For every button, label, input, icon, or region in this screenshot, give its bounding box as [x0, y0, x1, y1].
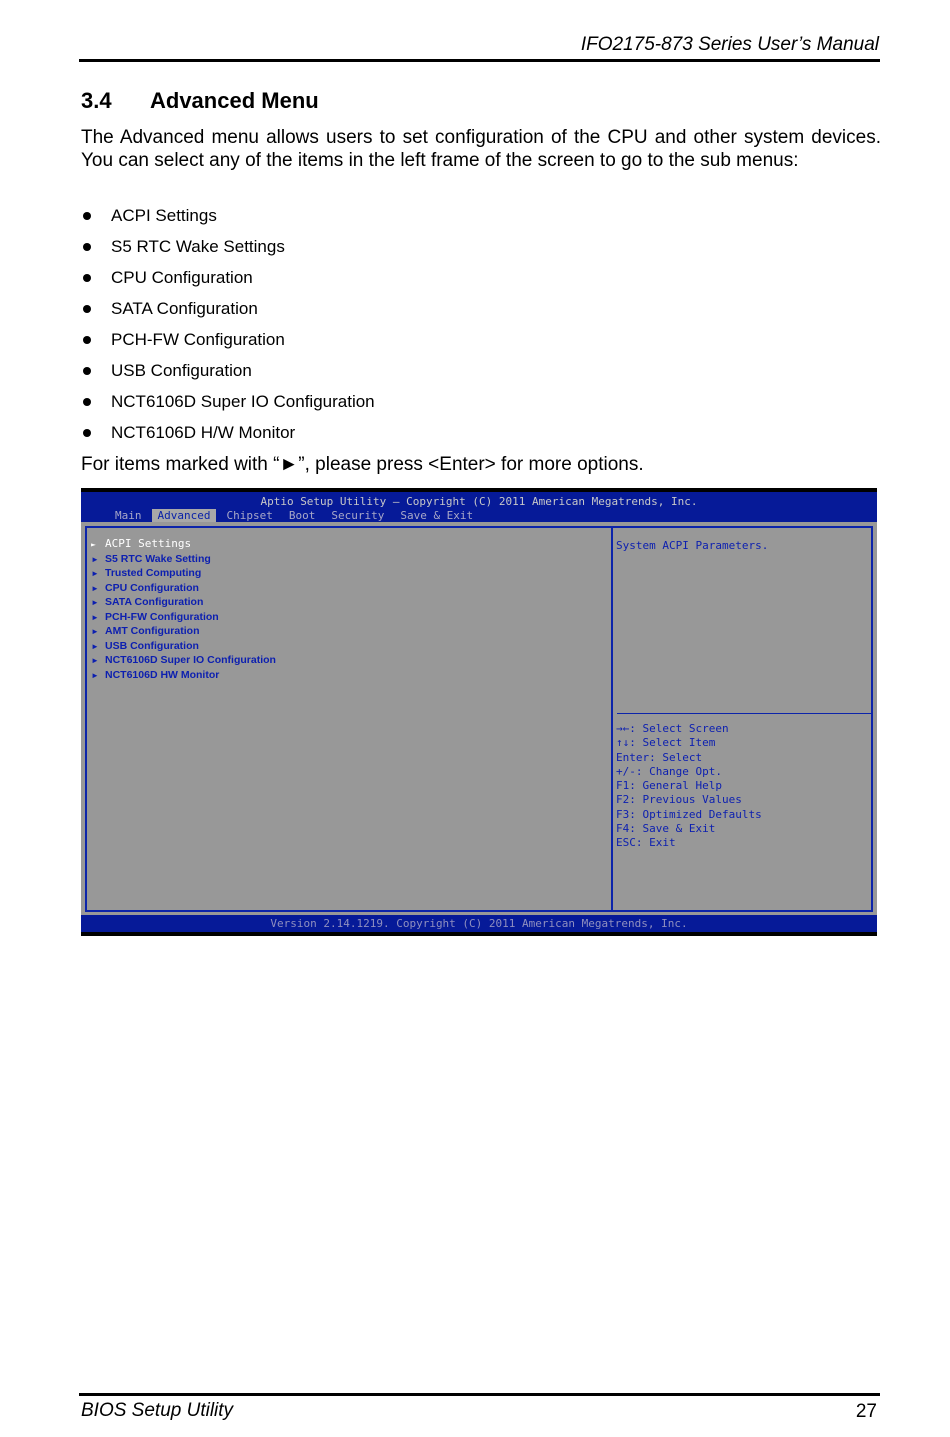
- tab-save-exit[interactable]: Save & Exit: [400, 509, 474, 522]
- bios-menu-item-sata-configuration[interactable]: ► SATA Configuration: [91, 595, 276, 610]
- bios-menu-item-cpu-configuration[interactable]: ► CPU Configuration: [91, 581, 276, 596]
- footer-chapter: BIOS Setup Utility: [81, 1400, 234, 1421]
- footer-rule: [79, 1393, 880, 1396]
- bullet-icon: [83, 367, 91, 375]
- list-item: PCH-FW Configuration: [81, 324, 375, 355]
- bios-menu-item-pch-fw-configuration[interactable]: ► PCH-FW Configuration: [91, 610, 276, 625]
- tab-advanced[interactable]: Advanced: [152, 509, 217, 522]
- submenu-arrow-icon: ►: [91, 540, 96, 549]
- page-number: 27: [855, 1401, 877, 1422]
- key-hint: ↑↓: Select Item: [616, 736, 716, 750]
- bios-menu-item-usb-configuration[interactable]: ► USB Configuration: [91, 639, 276, 654]
- list-item: NCT6106D H/W Monitor: [81, 417, 375, 448]
- bios-help-description: System ACPI Parameters.: [616, 539, 769, 552]
- bios-menu-item-amt-configuration[interactable]: ► AMT Configuration: [91, 624, 276, 639]
- tab-security[interactable]: Security: [331, 509, 385, 522]
- submenu-arrow-icon: ►: [91, 670, 99, 680]
- bullet-icon: [83, 429, 91, 437]
- section-heading: [81, 88, 319, 114]
- section-title: Advanced Menu: [150, 88, 319, 113]
- section-number: 3.4: [81, 88, 112, 113]
- submenu-arrow-icon: ►: [91, 598, 99, 607]
- intro-paragraph: The Advanced menu allows users to set configuration of the CPU and other system devices. You can select any of the items in the left frame of the screen to go to the sub menus:: [81, 127, 881, 171]
- bios-pane-divider: [611, 528, 613, 910]
- bullet-icon: [83, 336, 91, 344]
- key-hint: ESC: Exit: [616, 836, 676, 850]
- submenu-arrow-icon: ►: [91, 641, 99, 651]
- list-item: CPU Configuration: [81, 262, 375, 293]
- submenu-arrow-icon: ►: [91, 627, 99, 636]
- list-item: S5 RTC Wake Settings: [81, 231, 375, 262]
- manual-title: IFO2175-873 Series User’s Manual: [580, 34, 879, 55]
- bullet-icon: [83, 243, 91, 251]
- bullet-icon: [83, 274, 91, 282]
- bios-menu-item-super-io[interactable]: ► NCT6106D Super IO Configuration: [91, 653, 276, 668]
- bios-screenshot: [81, 488, 877, 936]
- list-item: USB Configuration: [81, 355, 375, 386]
- submenu-arrow-icon: ►: [91, 569, 99, 578]
- tab-boot[interactable]: Boot: [288, 509, 316, 522]
- bullet-icon: [83, 398, 91, 406]
- list-item: NCT6106D Super IO Configuration: [81, 386, 375, 417]
- key-hint: Enter: Select: [616, 750, 703, 764]
- key-hint: F2: Previous Values: [616, 793, 742, 807]
- list-item: ACPI Settings: [81, 200, 375, 231]
- tab-chipset[interactable]: Chipset: [226, 509, 273, 522]
- bios-menu-item-acpi-settings[interactable]: ► ACPI Settings: [91, 537, 276, 552]
- bios-key-legend: [616, 722, 762, 851]
- submenu-arrow-icon: ►: [91, 612, 99, 622]
- bios-help-separator: [617, 713, 871, 714]
- key-hint: →←: Select Screen: [616, 722, 729, 735]
- bios-frame: [85, 526, 873, 912]
- bullet-icon: [83, 212, 91, 220]
- submenu-arrow-icon: ►: [91, 656, 99, 665]
- bios-version-bar: Version 2.14.1219. Copyright (C) 2011 American Megatrends, Inc.: [81, 915, 877, 932]
- enter-note: For items marked with “►”, please press <Enter> for more options.: [81, 454, 644, 475]
- submenu-list: [81, 200, 375, 448]
- bios-body: [81, 522, 877, 915]
- key-hint: F4: Save & Exit: [616, 822, 716, 836]
- submenu-arrow-icon: ►: [91, 554, 99, 564]
- bios-menu-item-hw-monitor[interactable]: ► NCT6106D HW Monitor: [91, 668, 276, 683]
- bios-header: [81, 492, 877, 522]
- key-hint: F1: General Help: [616, 779, 722, 793]
- bios-menu-item-trusted-computing[interactable]: ► Trusted Computing: [91, 566, 276, 581]
- key-hint: +/-: Change Opt.: [616, 764, 722, 778]
- submenu-arrow-icon: ►: [91, 583, 99, 593]
- bios-title: Aptio Setup Utility – Copyright (C) 2011 American Megatrends, Inc.: [260, 495, 698, 508]
- bios-menu-list: [91, 537, 276, 682]
- tab-main[interactable]: Main: [115, 509, 142, 522]
- bios-tab-bar: [109, 509, 483, 522]
- key-hint: F3: Optimized Defaults: [616, 807, 762, 821]
- bullet-icon: [83, 305, 91, 313]
- list-item: SATA Configuration: [81, 293, 375, 324]
- bios-menu-item-s5-rtc-wake[interactable]: ► S5 RTC Wake Setting: [91, 552, 276, 567]
- header-rule: [79, 59, 880, 62]
